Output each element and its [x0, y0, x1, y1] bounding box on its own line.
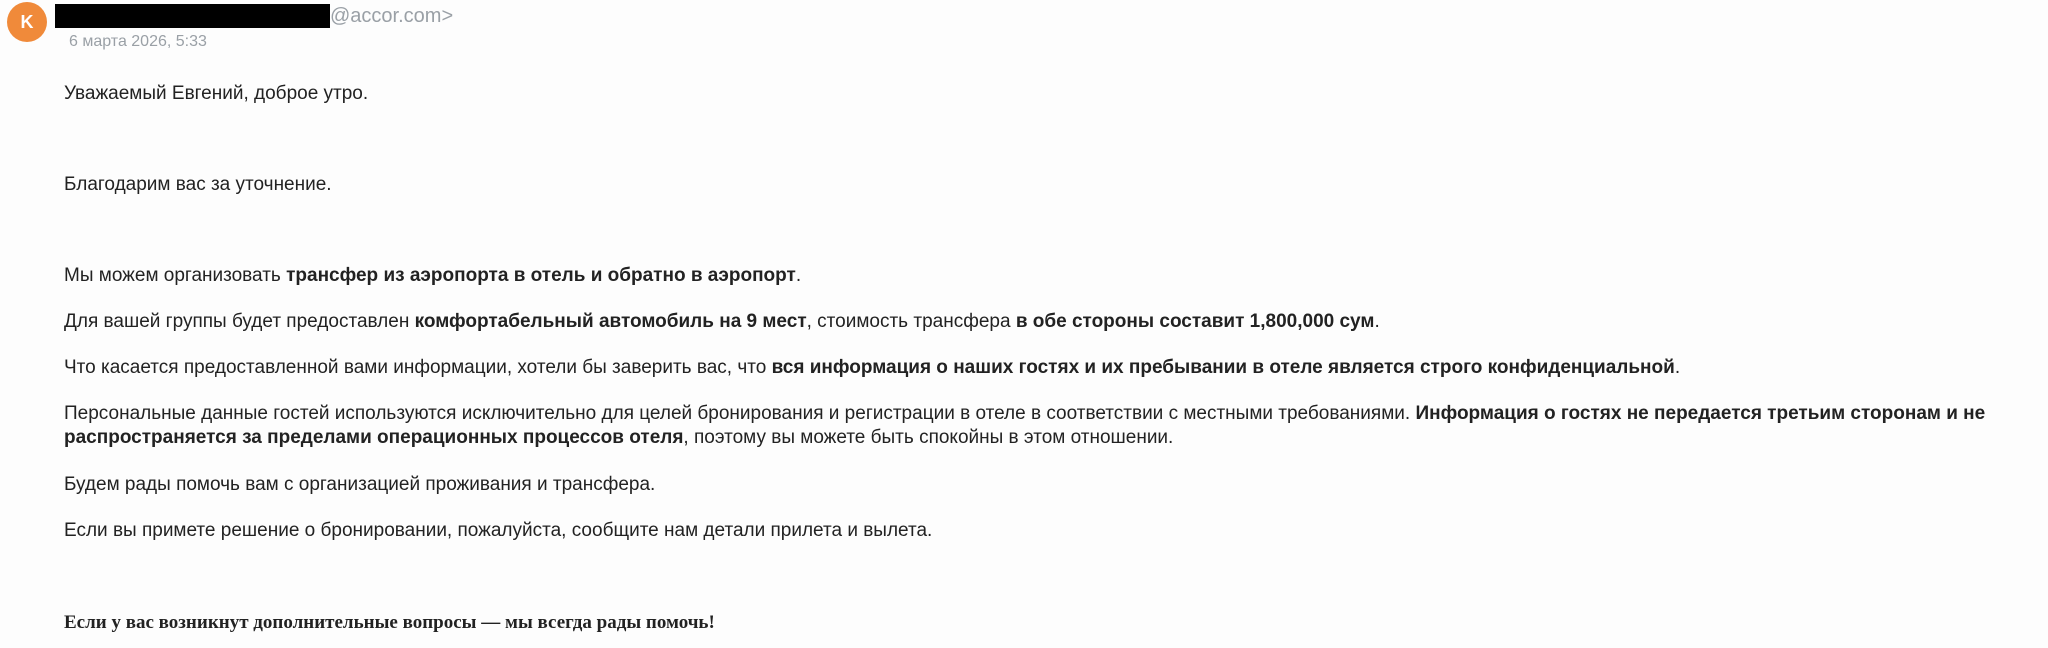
sender-domain: @accor.com>	[330, 4, 454, 27]
bold-span: Информация о гостях не передается третьим сторонам и не распространяется за пределами операционных процессов отеля	[64, 403, 1986, 448]
transfer-offer-paragraph	[64, 264, 2044, 288]
vehicle-price-paragraph	[64, 310, 2044, 334]
text-span: Что касается предоставленной вами информации, хотели бы заверить вас, что	[64, 357, 772, 378]
greeting: Уважаемый Евгений, доброе утро.	[64, 83, 369, 104]
text-span: .	[1374, 311, 1380, 332]
bold-span: комфортабельный автомобиль на 9 мест	[414, 311, 807, 332]
redacted-sender-name	[55, 4, 330, 28]
booking-details-paragraph: Если вы примете решение о бронировании, пожалуйста, сообщите нам детали прилета и вылета.	[64, 520, 933, 541]
text-span: .	[795, 265, 802, 286]
text-span: , стоимость трансфера	[806, 311, 1016, 332]
bold-span: трансфер из аэропорта в отель и обратно в аэропорт	[286, 265, 796, 286]
text-span: Для вашей группы будет предоставлен	[64, 311, 415, 332]
assistance-paragraph: Будем рады помочь вам с организацией проживания и трансфера.	[64, 474, 656, 495]
closing-line: Если у вас возникнут дополнительные вопросы — мы всегда рады помочь!	[64, 612, 715, 633]
sender-avatar	[7, 2, 47, 42]
thanks-paragraph: Благодарим вас за уточнение.	[64, 174, 332, 195]
message-date: 6 марта 2026, 5:33	[69, 33, 207, 50]
personal-data-paragraph	[64, 402, 2044, 450]
text-span: , поэтому вы можете быть спокойны в этом отношении.	[683, 427, 1174, 448]
confidentiality-paragraph	[64, 356, 2044, 380]
text-span: .	[1674, 357, 1681, 378]
avatar-letter: K	[20, 11, 34, 32]
bold-span: в обе стороны составит 1,800,000 сум	[1015, 311, 1375, 332]
text-span: Мы можем организовать	[64, 265, 287, 286]
text-span: Персональные данные гостей используются исключительно для целей бронирования и регистрации в отеле в соответствии с местными требованиями.	[64, 403, 1416, 424]
bold-span: вся информация о наших гостях и их пребывании в отеле является строго конфиденциальной	[771, 357, 1675, 378]
sender-line	[55, 4, 453, 28]
